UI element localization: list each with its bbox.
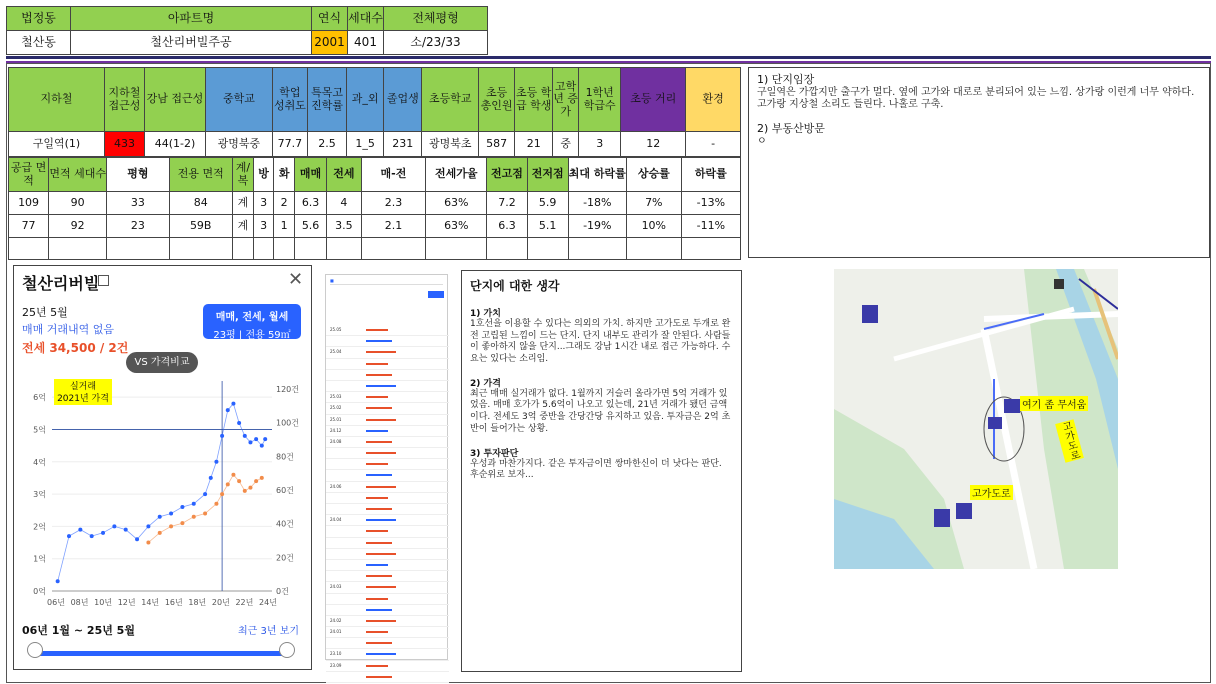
selector-size: 23평 | 전용 59㎡ bbox=[213, 330, 291, 341]
cell: 7.2 bbox=[487, 192, 527, 215]
header-prev-high: 전고점 bbox=[487, 158, 527, 192]
cell: 90 bbox=[49, 192, 107, 215]
value-tutoring: 1_5 bbox=[347, 132, 384, 157]
date-range: 06년 1월 ~ 25년 5월 bbox=[22, 624, 135, 637]
list-item-price bbox=[366, 419, 396, 421]
data-point bbox=[180, 505, 184, 509]
list-item-price bbox=[366, 665, 388, 667]
cell bbox=[426, 238, 487, 260]
list-item-price bbox=[366, 553, 396, 555]
header-prev-low: 전저점 bbox=[527, 158, 568, 192]
data-point bbox=[192, 502, 196, 506]
list-item-price bbox=[366, 351, 396, 353]
header-dong: 법정동 bbox=[7, 7, 71, 31]
header-rooms: 방 bbox=[254, 158, 274, 192]
list-item-price bbox=[366, 676, 392, 678]
list-item[interactable] bbox=[326, 515, 449, 526]
header-gap: 매-전 bbox=[361, 158, 425, 192]
value-dong: 철산동 bbox=[7, 31, 71, 55]
app-title: 철산리버빌 bbox=[22, 274, 100, 293]
header-tutoring: 과_외 bbox=[347, 68, 384, 132]
header-middle-school: 중학교 bbox=[205, 68, 272, 132]
data-point bbox=[260, 476, 264, 480]
header-pyeong: 평형 bbox=[107, 158, 169, 192]
map-icon[interactable] bbox=[98, 275, 109, 286]
apartment-basic-table bbox=[6, 6, 488, 55]
cell: 3 bbox=[254, 215, 274, 238]
data-point bbox=[248, 440, 252, 444]
value-graduates: 231 bbox=[384, 132, 422, 157]
data-point bbox=[124, 528, 128, 532]
data-point bbox=[248, 486, 252, 490]
list-item[interactable] bbox=[326, 459, 449, 470]
list-item[interactable] bbox=[326, 638, 449, 649]
data-point bbox=[203, 511, 207, 515]
list-item[interactable] bbox=[326, 448, 449, 459]
cell bbox=[681, 238, 740, 260]
header-stair-type: 계/복 bbox=[232, 158, 253, 192]
value-subway-access: 433 bbox=[104, 132, 144, 157]
header-exclusive-area: 전용 면적 bbox=[169, 158, 232, 192]
x-tick-label: 24년 bbox=[259, 598, 277, 607]
list-item[interactable] bbox=[326, 616, 449, 627]
thoughts-section-text: 우성과 마찬가지다. 같은 투자금이면 쌍마한신이 더 낫다는 판단. 후순위로 보자... bbox=[470, 458, 722, 481]
y-right-tick-label: 120건 bbox=[276, 385, 299, 394]
list-item[interactable] bbox=[326, 672, 449, 683]
y-left-tick-label: 3억 bbox=[33, 490, 46, 500]
cell bbox=[295, 238, 327, 260]
location-map bbox=[834, 269, 1118, 569]
x-tick-label: 10년 bbox=[94, 598, 113, 607]
list-item-price bbox=[366, 542, 392, 544]
data-point bbox=[209, 476, 213, 480]
list-item[interactable] bbox=[326, 549, 449, 560]
list-item[interactable] bbox=[326, 426, 449, 437]
header-subway-access: 지하철 접근성 bbox=[104, 68, 144, 132]
recent-3y-link[interactable]: 최근 3년 보기 bbox=[238, 626, 300, 637]
header-area-households: 면적 세대수 bbox=[49, 158, 107, 192]
header-elem-class: 초등 학급 학생 bbox=[515, 68, 553, 132]
cell: 2.1 bbox=[361, 215, 425, 238]
list-item-price bbox=[366, 609, 392, 611]
value-elem-total: 587 bbox=[479, 132, 515, 157]
header-elementary: 초등학교 bbox=[422, 68, 479, 132]
data-point bbox=[231, 473, 235, 477]
header-elem-distance: 초등 거리 bbox=[621, 68, 686, 132]
cell bbox=[232, 238, 253, 260]
list-item[interactable] bbox=[326, 359, 449, 370]
list-item-price bbox=[366, 474, 392, 476]
cell: 2.3 bbox=[361, 192, 425, 215]
data-point bbox=[78, 528, 82, 532]
cell: 3 bbox=[254, 192, 274, 215]
list-item-price bbox=[366, 631, 388, 633]
header-year: 연식 bbox=[312, 7, 348, 31]
cell bbox=[326, 238, 361, 260]
list-item-price bbox=[366, 486, 396, 488]
visit-memo bbox=[748, 67, 1210, 258]
list-item-price bbox=[366, 396, 388, 398]
complex-thoughts bbox=[461, 270, 742, 672]
header-upper-grade: 고학년 증가 bbox=[553, 68, 579, 132]
data-point bbox=[146, 524, 150, 528]
value-elem-distance: 12 bbox=[621, 132, 686, 157]
list-item-date: 24.03 bbox=[330, 584, 342, 590]
data-point bbox=[243, 489, 247, 493]
list-item-date: 25.04 bbox=[330, 349, 342, 355]
value-special-hs: 2.5 bbox=[307, 132, 346, 157]
cell: -19% bbox=[568, 215, 626, 238]
value-middle-school: 광명북중 bbox=[205, 132, 272, 157]
cell: 4 bbox=[326, 192, 361, 215]
list-item[interactable] bbox=[326, 370, 449, 381]
list-item-date: 25.03 bbox=[330, 394, 342, 400]
y-right-tick-label: 80건 bbox=[276, 452, 294, 462]
header-special-hs: 특목고 진학률 bbox=[307, 68, 346, 132]
cell: 63% bbox=[426, 215, 487, 238]
y-left-tick-label: 2억 bbox=[33, 522, 46, 532]
list-item-date: 25.02 bbox=[330, 405, 342, 411]
list-item[interactable] bbox=[326, 605, 449, 616]
data-point bbox=[243, 434, 247, 438]
list-item-price bbox=[366, 385, 396, 387]
list-item[interactable] bbox=[326, 437, 449, 448]
list-item-price bbox=[366, 519, 396, 521]
value-first-grade: 3 bbox=[579, 132, 621, 157]
x-tick-label: 20년 bbox=[211, 598, 230, 607]
list-item[interactable] bbox=[326, 415, 449, 426]
cell: -18% bbox=[568, 192, 626, 215]
y-left-tick-label: 5억 bbox=[33, 425, 46, 435]
thoughts-section-title: 1) 가치 bbox=[470, 309, 501, 319]
cell bbox=[169, 238, 232, 260]
header-achievement: 학업 성취도 bbox=[272, 68, 307, 132]
header-graduates: 졸업생 bbox=[384, 68, 422, 132]
price-chart bbox=[14, 371, 311, 611]
cell: 3.5 bbox=[326, 215, 361, 238]
chart-annotation: 2021년 가격 bbox=[57, 394, 109, 404]
list-item[interactable] bbox=[326, 594, 449, 605]
data-point bbox=[169, 524, 173, 528]
thoughts-section-text: 1호선을 이용할 수 있다는 의외의 가치. 하지만 고가도로 두개로 완전 고립된 느낌이 드는 단지. 단지 내부도 관리가 잘 안된다. 사람들이 좋아하지 않을 단지...그래도 강남 1시간 내로 접근 가능하다. 수요는 있다는 소리임. bbox=[470, 319, 731, 365]
cell: 6.3 bbox=[487, 215, 527, 238]
location-school-table bbox=[8, 67, 741, 157]
data-point bbox=[203, 492, 207, 496]
y-right-tick-label: 0건 bbox=[276, 587, 289, 596]
list-item-date: 23.10 bbox=[330, 651, 342, 657]
cell bbox=[9, 238, 49, 260]
header-max-drop: 최대 하락률 bbox=[568, 158, 626, 192]
data-point bbox=[135, 537, 139, 541]
header-supply-area: 공급 면적 bbox=[9, 158, 49, 192]
list-item-price bbox=[366, 329, 388, 331]
list-item[interactable] bbox=[326, 526, 449, 537]
cell: 1 bbox=[274, 215, 295, 238]
data-point bbox=[220, 492, 224, 496]
data-point bbox=[260, 444, 264, 448]
transaction-list-thumbnail: ■ 25.05 25.04 25.03 25.02 25.01 24.12 24.08 24.06 24.04 24.03 24.02 24.01 23.10 23.09 bbox=[325, 274, 448, 660]
price-app-panel bbox=[13, 265, 312, 670]
data-point bbox=[67, 534, 71, 538]
list-item-price bbox=[366, 642, 392, 644]
list-item[interactable] bbox=[326, 381, 449, 392]
sale-status: 매매 거래내역 없음 bbox=[22, 323, 115, 336]
list-item[interactable] bbox=[326, 661, 449, 672]
x-tick-label: 06년 bbox=[47, 598, 65, 607]
data-point bbox=[263, 437, 267, 441]
x-tick-label: 16년 bbox=[164, 598, 183, 607]
list-item-date: 24.01 bbox=[330, 629, 342, 635]
list-item-date: 24.12 bbox=[330, 427, 342, 433]
value-gangnam-access: 44(1-2) bbox=[145, 132, 206, 157]
list-item[interactable] bbox=[326, 482, 449, 493]
data-point bbox=[254, 479, 258, 483]
data-point bbox=[56, 579, 60, 583]
header-subway: 지하철 bbox=[9, 68, 105, 132]
cell bbox=[107, 238, 169, 260]
data-point bbox=[226, 408, 230, 412]
list-item[interactable] bbox=[326, 336, 449, 347]
range-slider-start-handle[interactable] bbox=[27, 642, 43, 658]
list-item-date: 24.08 bbox=[330, 438, 342, 444]
value-apt-name: 철산리버빌주공 bbox=[71, 31, 312, 55]
list-item[interactable] bbox=[326, 649, 449, 660]
cell: 84 bbox=[169, 192, 232, 215]
x-tick-label: 14년 bbox=[141, 598, 160, 607]
value-achievement: 77.7 bbox=[272, 132, 307, 157]
value-upper-grade: 중 bbox=[553, 132, 579, 157]
memo-section-text: 구일역은 가깝지만 출구가 멀다. 옆에 고가와 대로로 분리되어 있는 느낌. 상가랑 이런게 너무 약하다. 고가랑 지상철 소리도 들린다. 나홀로 구축. bbox=[757, 86, 1195, 111]
divider bbox=[6, 56, 1211, 59]
header-gangnam-access: 강남 접근성 bbox=[145, 68, 206, 132]
data-point bbox=[158, 531, 162, 535]
jeonse-status: 전세 34,500 / 2건 bbox=[22, 341, 129, 355]
selector-types: 매매, 전세, 월세 bbox=[215, 312, 289, 323]
list-item-date: 25.01 bbox=[330, 416, 342, 422]
cell: 109 bbox=[9, 192, 49, 215]
list-item-price bbox=[366, 430, 388, 432]
cell: 계 bbox=[232, 215, 253, 238]
list-item-price bbox=[366, 452, 396, 454]
list-item-date: 24.04 bbox=[330, 517, 342, 523]
data-point bbox=[226, 482, 230, 486]
data-point bbox=[180, 521, 184, 525]
list-item[interactable] bbox=[326, 470, 449, 481]
list-item[interactable] bbox=[326, 627, 449, 638]
value-households: 401 bbox=[348, 31, 384, 55]
header-households: 세대수 bbox=[348, 7, 384, 31]
x-tick-label: 22년 bbox=[235, 598, 254, 607]
list-filter-button[interactable] bbox=[428, 291, 444, 298]
list-item-price bbox=[366, 340, 392, 342]
range-slider-track[interactable] bbox=[35, 651, 287, 656]
cell: 6.3 bbox=[295, 192, 327, 215]
value-subway: 구일역(1) bbox=[9, 132, 105, 157]
list-item-date: 25.05 bbox=[330, 327, 342, 332]
header-environment: 환경 bbox=[686, 68, 741, 132]
thoughts-section-title: 3) 투자판단 bbox=[470, 448, 519, 459]
list-item-price bbox=[366, 441, 392, 443]
memo-section-title: 1) 단지임장 bbox=[757, 73, 815, 86]
y-right-tick-label: 20건 bbox=[276, 553, 294, 563]
series-line bbox=[148, 475, 261, 543]
cell: 23 bbox=[107, 215, 169, 238]
cell bbox=[487, 238, 527, 260]
value-elementary: 광명북초 bbox=[422, 132, 479, 157]
y-right-tick-label: 40건 bbox=[276, 519, 294, 529]
list-item-price bbox=[366, 463, 388, 465]
cell: 59B bbox=[169, 215, 232, 238]
list-item-price bbox=[366, 363, 388, 365]
value-sizes: 소/23/33 bbox=[384, 31, 488, 55]
list-item-price bbox=[366, 530, 388, 532]
cell: 10% bbox=[626, 215, 681, 238]
cell bbox=[274, 238, 295, 260]
data-point bbox=[231, 402, 235, 406]
header-rise-rate: 상승률 bbox=[626, 158, 681, 192]
y-left-tick-label: 6억 bbox=[33, 393, 46, 403]
data-point bbox=[214, 460, 218, 464]
list-item[interactable] bbox=[326, 504, 449, 515]
cell: 5.6 bbox=[295, 215, 327, 238]
x-tick-label: 08년 bbox=[70, 598, 89, 607]
map-note-overpass-2: 고가도로 bbox=[1055, 419, 1084, 463]
y-left-tick-label: 0억 bbox=[33, 587, 46, 596]
chart-annotation: 실거래 bbox=[69, 382, 97, 392]
thoughts-title: 단지에 대한 생각 bbox=[470, 279, 560, 293]
list-item-price bbox=[366, 598, 388, 600]
y-right-tick-label: 100건 bbox=[276, 418, 299, 428]
data-point bbox=[237, 479, 241, 483]
data-point bbox=[158, 515, 162, 519]
list-item-date: 24.02 bbox=[330, 617, 342, 623]
list-item-price bbox=[366, 497, 388, 499]
compare-button[interactable]: VS 가격비교 bbox=[126, 352, 198, 373]
list-item[interactable] bbox=[326, 538, 449, 549]
data-point bbox=[101, 531, 105, 535]
x-tick-label: 12년 bbox=[117, 598, 136, 607]
list-item[interactable] bbox=[326, 347, 449, 358]
memo-section-text: ㅇ bbox=[757, 135, 767, 147]
memo-section-title: 2) 부동산방문 bbox=[757, 121, 825, 135]
cell bbox=[49, 238, 107, 260]
list-item[interactable] bbox=[326, 403, 449, 414]
data-point bbox=[192, 515, 196, 519]
list-item[interactable] bbox=[326, 582, 449, 593]
list-item-price bbox=[366, 653, 396, 655]
price-table bbox=[8, 157, 741, 260]
map-note-scary: 여기 좀 무서움 bbox=[1020, 396, 1088, 411]
list-item-price bbox=[366, 508, 392, 510]
y-left-tick-label: 4억 bbox=[33, 457, 46, 467]
data-point bbox=[90, 534, 94, 538]
list-item-price bbox=[366, 564, 388, 566]
list-item-price bbox=[366, 374, 392, 376]
header-sizes: 전체평형 bbox=[384, 7, 488, 31]
list-item[interactable] bbox=[326, 560, 449, 571]
data-point bbox=[214, 502, 218, 506]
current-month: 25년 5월 bbox=[22, 306, 68, 319]
list-item-price bbox=[366, 407, 392, 409]
cell bbox=[626, 238, 681, 260]
cell: -11% bbox=[681, 215, 740, 238]
data-point bbox=[146, 541, 150, 545]
list-item-date: 24.06 bbox=[330, 483, 342, 489]
type-size-selector[interactable] bbox=[203, 304, 301, 339]
table-row bbox=[9, 215, 741, 238]
list-item[interactable] bbox=[326, 325, 449, 336]
cell: 5.1 bbox=[527, 215, 568, 238]
series-line bbox=[58, 404, 266, 582]
map-drawing bbox=[834, 269, 1118, 569]
cell bbox=[568, 238, 626, 260]
thoughts-section-text: 최근 매매 실거래가 없다. 1월까지 거슬러 올라가면 5억 거래가 있었음. 매매 호가가 5.6억이 나오고 있는데, 21년 거래가 됐던 금액이다. 전세도 3억 중반을 간당간당 유지하고 있음. 투자금은 2억 초반이 들어가는 상황. bbox=[470, 388, 731, 434]
data-point bbox=[220, 434, 224, 438]
cell: 33 bbox=[107, 192, 169, 215]
thoughts-section-title: 2) 가격 bbox=[470, 378, 501, 389]
header-sale: 매매 bbox=[295, 158, 327, 192]
list-item[interactable] bbox=[326, 392, 449, 403]
cell: 5.9 bbox=[527, 192, 568, 215]
header-first-grade: 1학년 학급수 bbox=[579, 68, 621, 132]
header-apt-name: 아파트명 bbox=[71, 7, 312, 31]
cell bbox=[527, 238, 568, 260]
data-point bbox=[112, 524, 116, 528]
cell: 77 bbox=[9, 215, 49, 238]
cell bbox=[361, 238, 425, 260]
data-point bbox=[237, 421, 241, 425]
value-environment: - bbox=[686, 132, 741, 157]
value-year: 2001 bbox=[312, 31, 348, 55]
y-left-tick-label: 1억 bbox=[33, 554, 46, 564]
cell: -13% bbox=[681, 192, 740, 215]
cell: 2 bbox=[274, 192, 295, 215]
close-icon[interactable]: ✕ bbox=[288, 269, 304, 290]
x-tick-label: 18년 bbox=[188, 598, 207, 607]
cell: 계 bbox=[232, 192, 253, 215]
list-item[interactable] bbox=[326, 571, 449, 582]
cell: 92 bbox=[49, 215, 107, 238]
cell: 63% bbox=[426, 192, 487, 215]
header-elem-total: 초등 총인원 bbox=[479, 68, 515, 132]
list-item-price bbox=[366, 575, 392, 577]
range-slider-end-handle[interactable] bbox=[279, 642, 295, 658]
y-right-tick-label: 60건 bbox=[276, 486, 294, 495]
table-row bbox=[9, 238, 741, 260]
cell bbox=[254, 238, 274, 260]
value-elem-class: 21 bbox=[515, 132, 553, 157]
data-point bbox=[169, 511, 173, 515]
data-point bbox=[254, 437, 258, 441]
list-item[interactable] bbox=[326, 493, 449, 504]
table-row bbox=[9, 192, 741, 215]
list-item-price bbox=[366, 620, 396, 622]
map-note-overpass: 고가도로 bbox=[970, 485, 1013, 500]
list-item-date: 23.09 bbox=[330, 662, 342, 668]
header-drop-rate: 하락률 bbox=[681, 158, 740, 192]
header-jeonse-ratio: 전세가율 bbox=[426, 158, 487, 192]
header-jeonse: 전세 bbox=[326, 158, 361, 192]
cell: 7% bbox=[626, 192, 681, 215]
header-baths: 화 bbox=[274, 158, 295, 192]
list-item-price bbox=[366, 586, 396, 588]
